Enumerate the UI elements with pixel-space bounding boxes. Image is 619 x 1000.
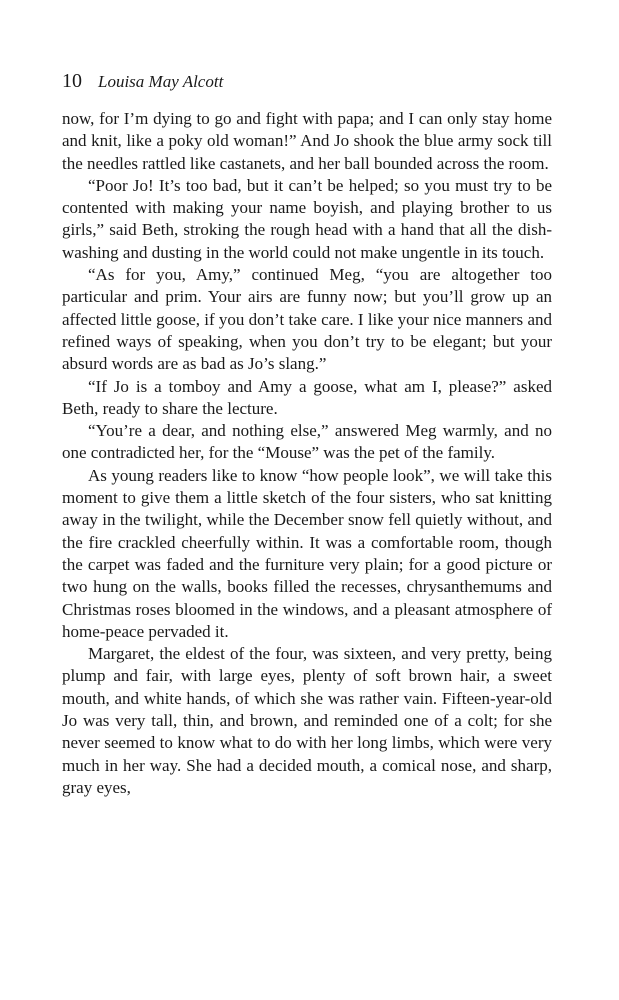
author-name: Louisa May Alcott (98, 72, 224, 91)
book-page (62, 70, 552, 799)
paragraph: Margaret, the eldest of the four, was sixteen, and very pretty, being plump and fair, with large eyes, plenty of soft brown hair, a sweet mouth, and white hands, of which she was rather vain. Fifteen-year-old Jo was very tall, thin, and brown, and reminded one of a colt; for she never seemed to know what to do with her long limbs, which were very much in her way. She had a decided mouth, a comical nose, and sharp, gray eyes, (62, 644, 552, 797)
paragraph: “You’re a dear, and nothing else,” answered Meg warmly, and no one contradicted her, for the “Mouse” was the pet of the family. (62, 421, 552, 463)
paragraph: “If Jo is a tomboy and Amy a goose, what am I, please?” asked Beth, ready to share the lecture. (62, 376, 552, 418)
paragraph: “Poor Jo! It’s too bad, but it can’t be helped; so you must try to be contented with making your name boyish, and playing brother to us girls,” said Beth, stroking the rough head with a hand that all the dish-washing and dusting in the world could not make ungentle in its touch. (62, 175, 552, 262)
page-number: 10 (62, 70, 82, 92)
paragraph: now, for I’m dying to go and fight with papa; and I can only stay home and knit, like a poky old woman!” And Jo shook the blue army sock till the needles rattled like castanets, and her ball bounded across the room. (62, 109, 552, 173)
running-header (62, 70, 552, 100)
paragraph: As young readers like to know “how people look”, we will take this moment to give them a little sketch of the four sisters, who sat knitting away in the twilight, while the December snow fell quietly without, and the fire crackled cheerfully within. It was a comfortable room, though the carpet was faded and the furniture very plain; for a good picture or two hung on the walls, books filled the recesses, chrysanthemums and Christmas roses bloomed in the windows, and a pleasant atmosphere of home-peace pervaded it. (62, 465, 552, 641)
body-text (62, 108, 552, 799)
paragraph: “As for you, Amy,” continued Meg, “you are altogether too particular and prim. Your airs are funny now; but you’ll grow up an affected little goose, if you don’t take care. I like your nice manners and refined ways of speaking, when you don’t try to be elegant; but your absurd words are as bad as Jo’s slang.” (62, 265, 552, 374)
